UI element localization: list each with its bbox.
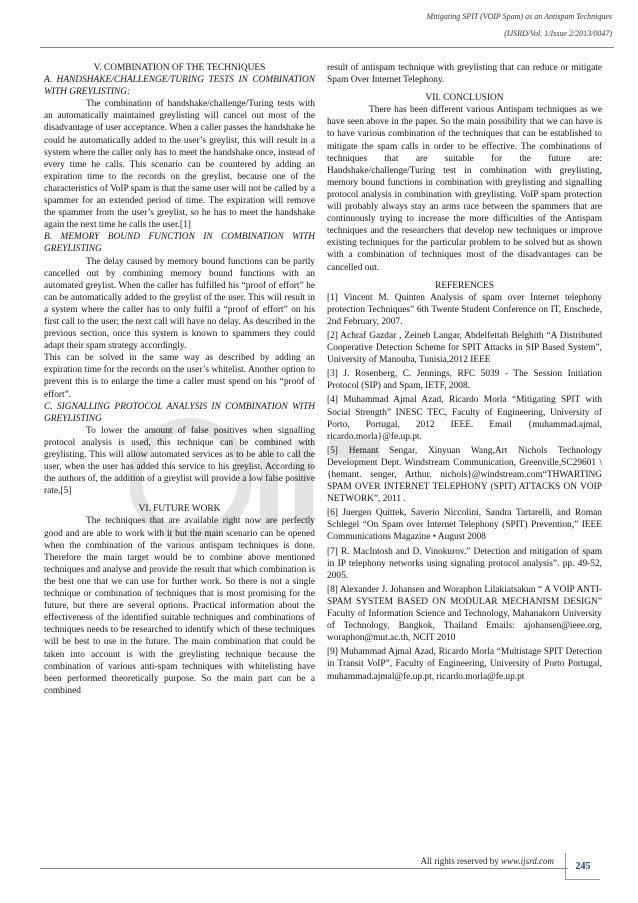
section-vi-text: The techniques that are available right now are perfectly good and are able to work with it but the main scenario can be opened when the combination of the various antispam techniques is done. Therefore the main target would be to combine above mentioned techniques and analyse and provide the result that which combination is the best one that we can use for further work. So there is not a single technique or combination of techniques that is most promising for the future, but there are several options. Practical information about the effectiveness of the identified suitable techniques and combinations of techniques needs to be researched to identify which of these techniques will be best to use in the future. The main combination that could be taken into account is with the greylisting technique because the combination of various anti-spam techniques with whitelisting have been performed theoretically purpose. So the main part can be a combined xyxy=(44,516,315,696)
header-rule xyxy=(40,47,614,48)
reference-item: [1] Vincent M. Quinten Analysis of spam over Internet telephony protection Techniques” 6th Twente Student Conference on IT, Enschede, 2nd February, 2007. xyxy=(327,292,602,327)
header-title: Mitigating SPIT (VOIP Spam) as an Antispam Techniques xyxy=(426,12,612,21)
reference-item: [8] Alexander J. Johansen and Woraphon Lilakiatsakun “ A VOIP ANTI-SPAM SYSTEM BASED ON MODULAR MECHANISM DESIGN” Faculty of Information Science and Technology, Mahanakorn University of Technology, Bangkok, Thailand Emails: ajohansen@ieee.org, woraphon@mut.ac.th, NCIT 2010 xyxy=(327,584,602,644)
section-vii-title: VII. CONCLUSION xyxy=(425,93,504,104)
page-number: 245 xyxy=(565,853,600,880)
footer-site-link[interactable]: www.ijsrd.com xyxy=(500,856,554,866)
reference-item: [5] Hemant Sengar, Xinyuan Wang,Art Nichols Technology Development Dept. Windstream Communication, Greenville,SC29601 \{hemant. senger, Arthur. nichols}@windstream.com“THWARTING SPAM OVER INTERNET TELEPHONY (SPIT) ATTACKS ON VOIP NETWORK”, 2011 . xyxy=(327,445,602,505)
reference-item: [9] Muhammad Ajmal Azad, Ricardo Morla “Multistage SPIT Detection in Transit VoIP”, Faculty of Engineering, University of Porto Portugal, muhammad.ajmal@fe.up.pt, ricardo.morla@fe.up.pt xyxy=(327,647,602,682)
reference-item: [2] Achraf Gazdar , Zeineb Langar, Abdelfettah Belghith “A Distributed Cooperative Detection Scheme for SPIT Attacks in SIP Based System”, University of Manouba, Tunisia,2012 IEEE xyxy=(327,330,602,366)
footer-rights-label: All rights reserved by xyxy=(420,856,499,866)
subsection-c-text: To lower the amount of false positives when signalling protocol analysis is used, this technique can be combined with greylisting. This will allow automated services as to be able to call the user, when the user has added this service to his greylist. According to the authors of, the addition of a greylist will provide a low false positive rate.[5] xyxy=(44,425,315,497)
right-column xyxy=(327,62,602,685)
reference-item: [3] J. Rosenberg, C. Jennings, RFC 5039 - The Session Initiation Protocol (SIP) and Spam, IETF, 2008. xyxy=(327,369,602,392)
references-title: REFERENCES xyxy=(435,280,494,291)
section-v-title: V. COMBINATION OF THE TECHNIQUES xyxy=(93,63,266,73)
section-vi-title: VI. FUTURE WORK xyxy=(138,504,221,515)
header-citation: (IJSRD/Vol. 1/Issue 2/2013/0047) xyxy=(504,29,612,38)
subsection-a-title: A. HANDSHAKE/CHALLENGE/TURING TESTS IN COMBINATION WITH GREYLISTING: xyxy=(44,75,315,98)
reference-item: [7] R. MacIntosh and D. Vinokurov.” Detection and mitigation of spam in IP telephony networks using signaling protocol analysis”. pp. 49-52, 2005. xyxy=(327,546,602,581)
reference-item: [4] Muhammad Ajmal Azad, Ricardo Morla “Mitigating SPIT with Social Strength” INESC TEC, Faculty of Engineering, University of Porto, Portugal, 2012 IEEE. Email {muhammad.ajmal, ricardo.morla}@fe.up.pt. xyxy=(327,395,602,442)
running-header xyxy=(427,8,612,42)
subsection-b-text-2: This can be solved in the same way as described by adding an expiration time for the records on the user’s whitelist. Another option to prevent this is to enlarge the time a caller must spend on his “proof of effort”. xyxy=(44,353,315,400)
page-footer xyxy=(0,850,638,890)
footer-rights xyxy=(421,856,555,866)
footer-rule xyxy=(40,868,568,869)
subsection-b-text-1: The delay caused by memory bound functions can be partly cancelled out by combining memory bound functions with an automated greylist. When the caller has fulfilled his “proof of effort” he can be automatically added to the greylist of the user. This will result in a system where the caller has to only fulfil a “proof of effort” on his first call to the user; the next call will have no delay. As described in the previous section, once this system is known to spammers they could adapt their spam strategy accordingly. xyxy=(44,256,315,352)
subsection-b-title: B. MEMORY BOUND FUNCTION IN COMBINATION WITH GREYLISTING xyxy=(44,232,315,255)
left-column xyxy=(44,62,315,697)
subsection-a-text: The combination of handshake/challenge/Turing tests with an automatically maintained greylisting will cancel out most of the disadvantage of user acceptance. When a caller passes the handshake he could be automatically added to the user’s greylist, this will result in a system where the caller only has to meet the handshake once, instead of every time he calls. This scenario can be countered by adding an expiration time to the records on the greylist, because one of the characteristics of VoIP spam is that the same user will not be called by a spammer for an extended period of time. The expiration will remove the spammer from the user’s greylist, so he has to meet the handshake again the next time he calls the user.[1] xyxy=(44,99,315,231)
subsection-c-title: C. SIGNALLING PROTOCOL ANALYSIS IN COMBINATION WITH GREYLISTING xyxy=(44,401,315,424)
continued-text: result of antispam technique with greylisting that can reduce or mitigate Spam Over Internet Telephony. xyxy=(327,63,602,86)
section-vii-text: There has been different various Antispam techniques as we have seen above in the paper. So the main possibility that we can have is to have various combination of the techniques that can be established to mitigate the spam calls in order to be effective. The combinations of techniques that are suitable for the future are: Handshake/challenge/Turing test in combination with greylisting, memory bound functions in combination with greylisting and signalling protocol analysis in combination with greylisting. VoIP spam protection will probably always stay an arms race between the spammers that are continuously trying to increase the more difficulties of the Antispam techniques and the researchers that develop new techniques or improve existing techniques for the particular problem to be solved but as shown with a combination of techniques most of the disadvantages can be cancelled out. xyxy=(327,105,602,273)
reference-item: [6] Juergen Quittek, Saverio Niccolini, Sandra Tartarelli, and Roman Schlegel “On Spam over Internet Telephony (SPIT) Prevention,” IEEE Communications Magazine • August 2008 xyxy=(327,508,602,543)
reference-list xyxy=(327,292,602,683)
